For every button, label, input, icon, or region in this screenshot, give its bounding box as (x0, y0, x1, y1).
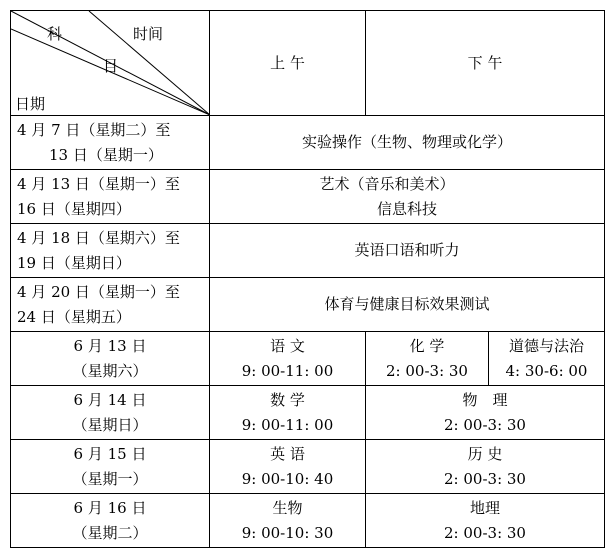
date-cell: 4 月 7 日（星期二）至 13 日（星期一） (11, 116, 210, 170)
content-cell: 艺术（音乐和美术） 信息科技 (210, 170, 605, 224)
header-row (11, 11, 605, 116)
exam-schedule-table (10, 10, 605, 548)
corner-label-time: 时间 (133, 25, 164, 43)
content-cell: 体育与健康目标效果测试 (210, 278, 605, 332)
am-exam-cell: 语 文 9: 00-11: 00 (210, 332, 366, 386)
date-cell: 4 月 18 日（星期六）至 19 日（星期日） (11, 224, 210, 278)
header-morning: 上 午 (210, 11, 366, 116)
table-row (11, 116, 605, 170)
table-row (11, 170, 605, 224)
corner-label-subject: 科 (47, 25, 63, 43)
pm-exam-cell: 地理 2: 00-3: 30 (366, 494, 605, 548)
corner-label-date: 日期 (15, 95, 46, 113)
am-exam-cell: 生物 9: 00-10: 30 (210, 494, 366, 548)
table-row (11, 440, 605, 494)
header-afternoon: 下 午 (366, 11, 605, 116)
date-cell: 6 月 14 日 （星期日） (11, 386, 210, 440)
pm-exam-cell: 物 理 2: 00-3: 30 (366, 386, 605, 440)
table-row (11, 224, 605, 278)
pm-exam-cell: 历 史 2: 00-3: 30 (366, 440, 605, 494)
date-cell: 4 月 20 日（星期一）至 24 日（星期五） (11, 278, 210, 332)
table-row (11, 494, 605, 548)
date-cell: 4 月 13 日（星期一）至 16 日（星期四） (11, 170, 210, 224)
table-row (11, 278, 605, 332)
corner-label-mu: 目 (103, 57, 119, 75)
date-cell: 6 月 13 日 （星期六） (11, 332, 210, 386)
pm-exam-cell: 化 学 2: 00-3: 30 (366, 332, 489, 386)
content-cell: 实验操作（生物、物理或化学） (210, 116, 605, 170)
pm-exam-cell: 道德与法治 4: 30-6: 00 (489, 332, 605, 386)
date-cell: 6 月 15 日 （星期一） (11, 440, 210, 494)
table-row (11, 332, 605, 386)
table-row (11, 386, 605, 440)
am-exam-cell: 数 学 9: 00-11: 00 (210, 386, 366, 440)
date-cell: 6 月 16 日 （星期二） (11, 494, 210, 548)
content-cell: 英语口语和听力 (210, 224, 605, 278)
header-corner-cell (11, 11, 210, 116)
am-exam-cell: 英 语 9: 00-10: 40 (210, 440, 366, 494)
